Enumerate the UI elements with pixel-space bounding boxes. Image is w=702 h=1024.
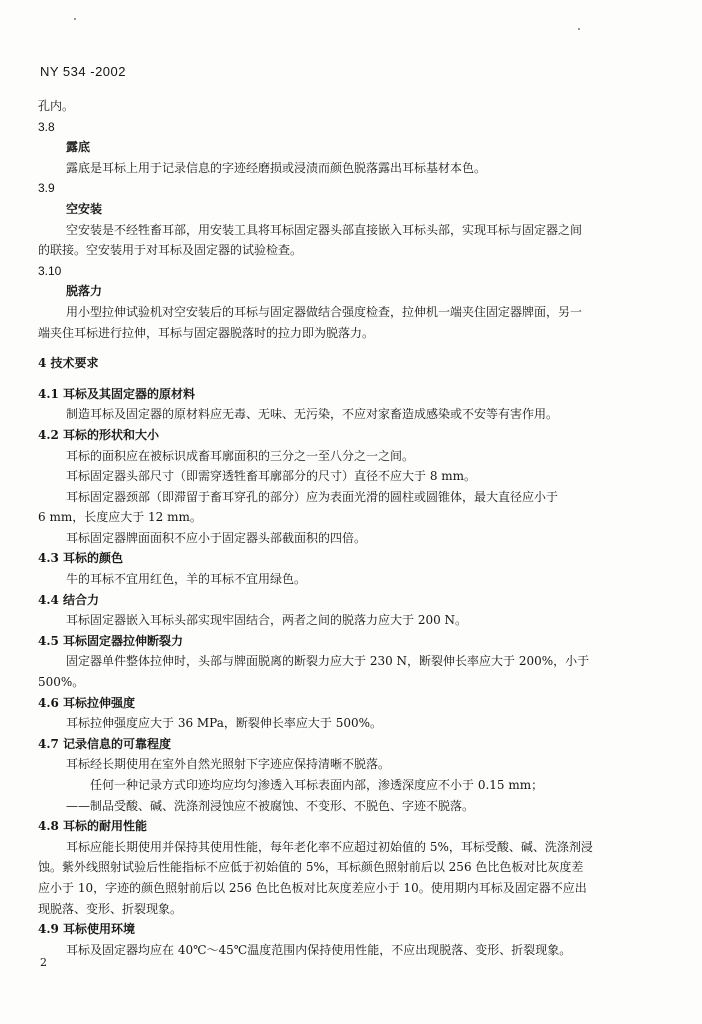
text-line: 耳标固定器嵌入耳标头部实现牢固结合，两者之间的脱落力应大于 200 N。 [66, 613, 468, 628]
term-heading: 空安装 [66, 201, 103, 216]
text-line: 空安装是不经牲畜耳部，用安装工具将耳标固定器头部直接嵌入耳标头部，实现耳标与固定器之间 [66, 222, 583, 237]
term-heading: 露底 [66, 140, 91, 155]
section-heading: 4 技术要求 [38, 356, 99, 371]
text-line: 6 mm，长度应大于 12 mm。 [38, 510, 202, 525]
clause-heading: 4.9 耳标使用环境 [38, 922, 136, 937]
text-line: 500%。 [38, 675, 85, 690]
text-line: 固定器单件整体拉伸时，头部与牌面脱离的断裂力应大于 230 N，断裂伸长率应大于 200%，小于 [66, 654, 590, 669]
text-line: 牛的耳标不宜用红色，羊的耳标不宜用绿色。 [66, 572, 307, 587]
text-line: 现脱落、变形、折裂现象。 [38, 901, 183, 916]
text-line: 耳标应能长期使用并保持其使用性能，每年老化率不应超过初始值的 5%，耳标受酸、碱、洗涤剂浸 [66, 839, 593, 854]
standard-number: NY 534 -2002 [40, 64, 126, 79]
clause-heading: 4.5 耳标固定器拉伸断裂力 [38, 633, 184, 648]
clause-heading: 4.6 耳标拉伸强度 [38, 695, 136, 710]
list-item: ——制品受酸、碱、洗涤剂浸蚀应不被腐蚀、不变形、不脱色、字迹不脱落。 [66, 798, 475, 813]
clause-heading: 4.3 耳标的颜色 [38, 551, 124, 566]
term-heading: 脱落力 [66, 284, 103, 299]
clause-heading: 4.2 耳标的形状和大小 [38, 427, 160, 442]
clause-heading: 4.7 记录信息的可靠程度 [38, 736, 172, 751]
text-line: 耳标固定器颈部（即滞留于畜耳穿孔的部分）应为表面光滑的圆柱或圆锥体，最大直径应小于 [66, 489, 559, 504]
scan-speck [74, 18, 76, 20]
text-line: 制造耳标及固定器的原材料应无毒、无味、无污染，不应对家畜造成感染或不安等有害作用。 [66, 407, 559, 422]
list-item: 任何一种记录方式印迹均应均匀渗透入耳标表面内部，渗透深度应不小于 0.15 mm； [90, 778, 544, 792]
text-line: 耳标拉伸强度应大于 36 MPa，断裂伸长率应大于 500%。 [66, 716, 382, 731]
clause-number: 3.10 [38, 263, 62, 278]
document-body [38, 96, 664, 960]
clause-heading: 4.4 结合力 [38, 592, 100, 607]
clause-number: 3.8 [38, 119, 55, 134]
text-line: 孔内。 [38, 99, 75, 113]
clause-heading: 4.1 耳标及其固定器的原材料 [38, 386, 196, 401]
text-line: 耳标固定器头部尺寸（即需穿透牲畜耳廓部分的尺寸）直径不应大于 8 mm。 [66, 469, 477, 484]
text-line: 应小于 10，字迹的颜色照射前后以 256 色比色板对比灰度差应小于 10。使用期内耳标及固定器不应出 [38, 880, 587, 895]
text-line: 蚀。紫外线照射试验后性能指标不应低于初始值的 5%，耳标颜色照射前后以 256 色比色板对比灰度差 [38, 860, 584, 875]
text-line: 的联接。空安装用于对耳标及固定器的试验检查。 [38, 243, 303, 258]
clause-number: 3.9 [38, 181, 55, 196]
text-line: 用小型拉伸试验机对空安装后的耳标与固定器做结合强度检查，拉伸机一端夹住固定器牌面，另一 [66, 304, 583, 319]
clause-heading: 4.8 耳标的耐用性能 [38, 819, 148, 834]
text-line: 耳标经长期使用在室外自然光照射下字迹应保持清晰不脱落。 [66, 757, 391, 772]
scan-speck [578, 28, 580, 30]
text-line: 露底是耳标上用于记录信息的字迹经磨损或浸渍而颜色脱落露出耳标基材本色。 [66, 160, 487, 175]
page-number: 2 [40, 956, 47, 969]
text-line: 耳标及固定器均应在 40℃～45℃温度范围内保持使用性能，不应出现脱落、变形、折裂现象。 [66, 942, 572, 957]
text-line: 耳标的面积应在被标识成畜耳廓面积的三分之一至八分之一之间。 [66, 448, 415, 463]
text-line: 端夹住耳标进行拉伸，耳标与固定器脱落时的拉力即为脱落力。 [38, 325, 375, 340]
text-line: 耳标固定器牌面面积不应小于固定器头部截面积的四倍。 [66, 530, 367, 545]
